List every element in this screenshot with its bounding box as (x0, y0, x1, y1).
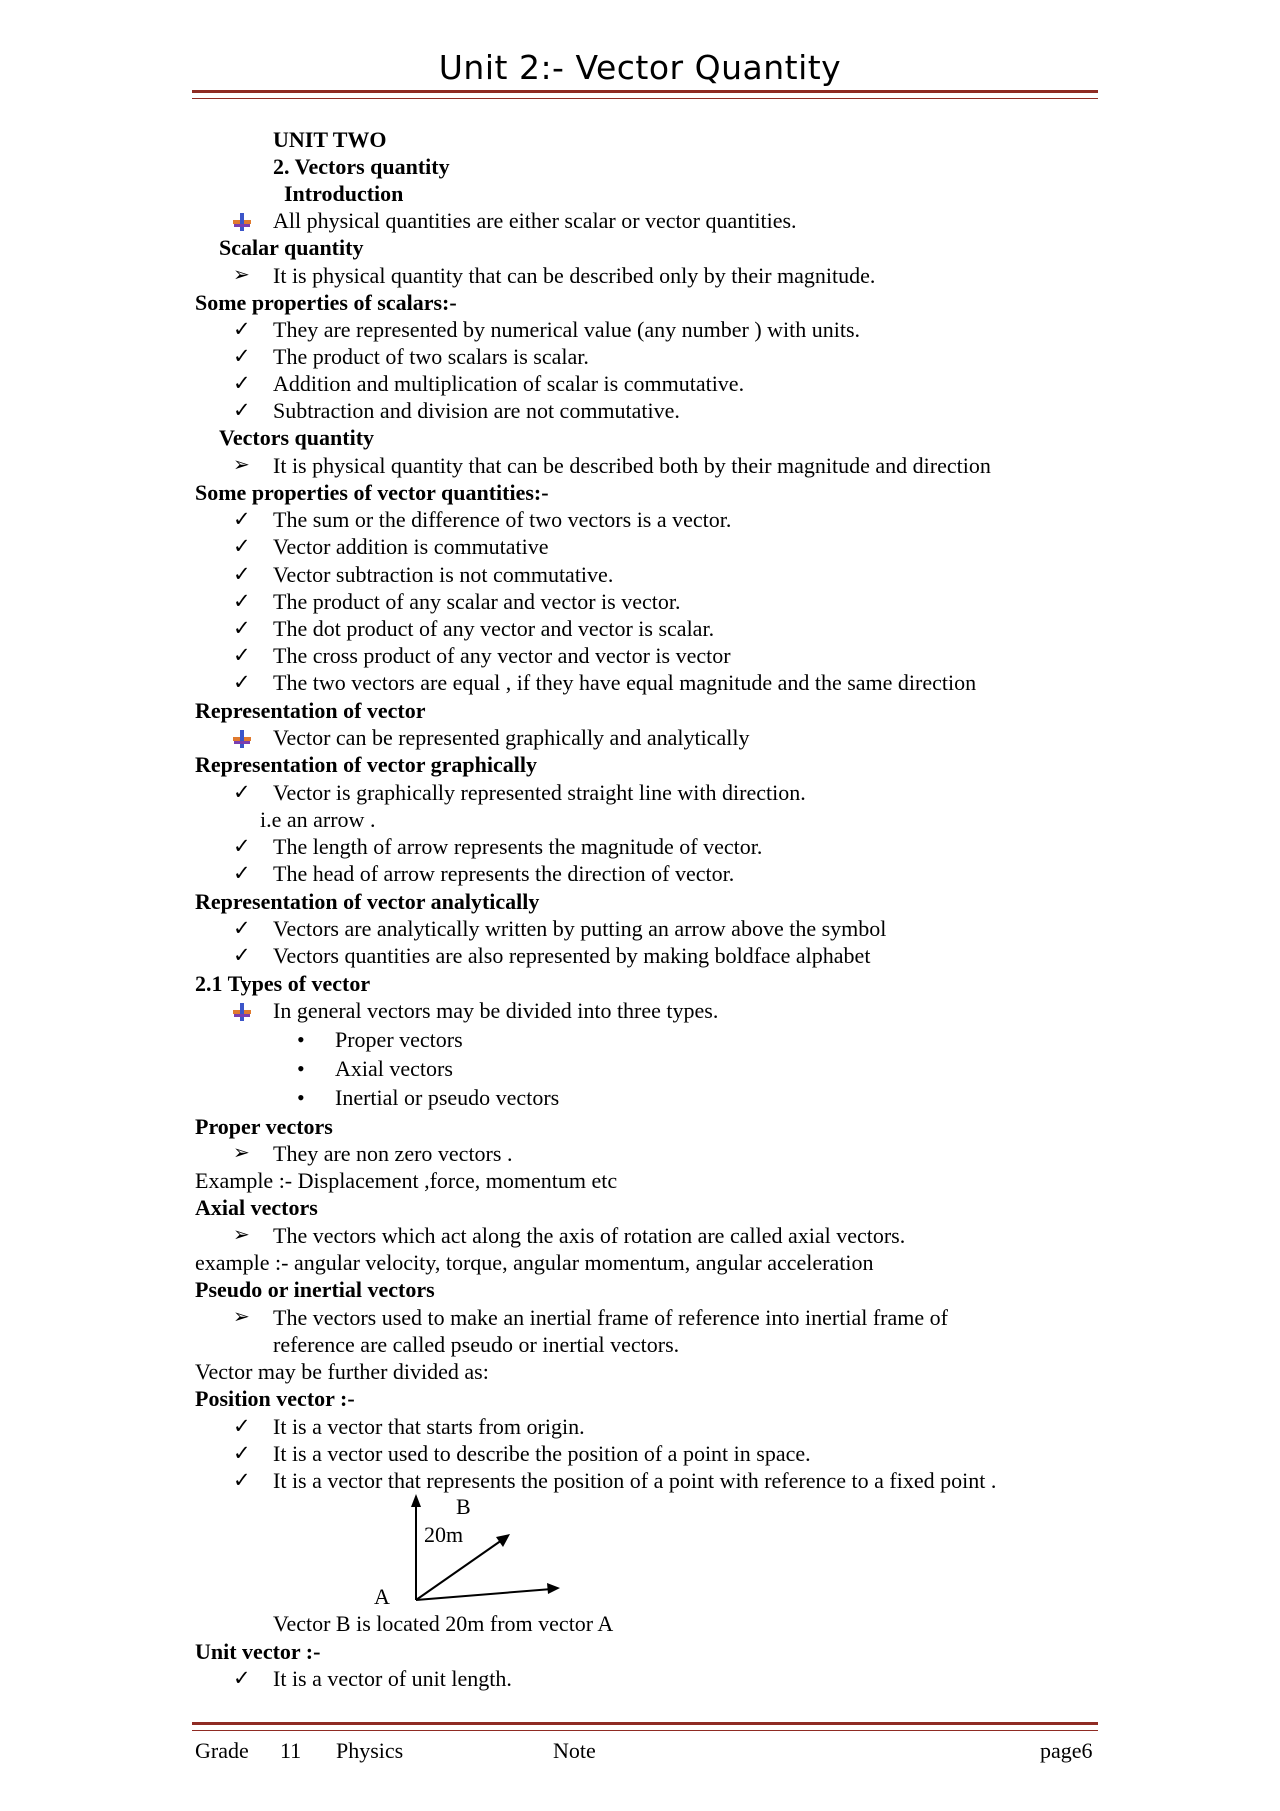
line-text: Proper vectors (195, 1114, 333, 1139)
line-text: It is a vector that starts from origin. (273, 1414, 585, 1439)
cross-bullet-icon (231, 728, 253, 748)
footer-page-number: page6 (1040, 1738, 1093, 1763)
line-text: In general vectors may be divided into three types. (273, 998, 719, 1023)
checkmark-icon: ✓ (233, 344, 251, 368)
line-text: Addition and multiplication of scalar is commutative. (273, 371, 745, 396)
footer-note: Note (553, 1738, 596, 1763)
checkmark-icon: ✓ (233, 1666, 251, 1690)
line-text: Vectors quantities are also represented by making boldface alphabet (273, 943, 871, 968)
line-text: Vector addition is commutative (273, 534, 549, 559)
checkmark-icon: ✓ (233, 589, 251, 613)
checkmark-icon: ✓ (233, 861, 251, 885)
line-text: Position vector :- (195, 1386, 355, 1411)
dot-bullet-icon: • (297, 1027, 305, 1052)
line-text: Representation of vector graphically (195, 752, 537, 777)
line-text: The cross product of any vector and vector is vector (273, 643, 731, 668)
footer-rule (192, 1722, 1098, 1731)
line-text: Scalar quantity (219, 235, 364, 260)
line-text: The dot product of any vector and vector is scalar. (273, 616, 715, 641)
line-text: It is physical quantity that can be described both by their magnitude and direction (273, 453, 991, 478)
checkmark-icon: ✓ (233, 398, 251, 422)
checkmark-icon: ✓ (233, 616, 251, 640)
line-text: Vector subtraction is not commutative. (273, 562, 614, 587)
page-header-title: Unit 2:- Vector Quantity (438, 48, 842, 87)
line-text: Vector is graphically represented straight line with direction. (273, 780, 806, 805)
checkmark-icon: ✓ (233, 780, 251, 804)
dot-bullet-icon: • (297, 1085, 305, 1110)
checkmark-icon: ✓ (233, 507, 251, 531)
checkmark-icon: ✓ (233, 943, 251, 967)
line-text: i.e an arrow . (260, 807, 376, 832)
line-text: example :- angular velocity, torque, angular momentum, angular acceleration (195, 1250, 874, 1275)
line-text: The head of arrow represents the direction of vector. (273, 861, 735, 886)
arrowhead-bullet-icon: ➢ (233, 264, 250, 286)
cross-bullet-icon (231, 211, 253, 231)
line-text: All physical quantities are either scalar or vector quantities. (273, 208, 797, 233)
line-text: 2. Vectors quantity (273, 154, 450, 179)
line-text: The product of any scalar and vector is vector. (273, 589, 681, 614)
line-text: It is a vector used to describe the position of a point in space. (273, 1441, 811, 1466)
line-text: Vectors quantity (219, 425, 375, 450)
arrowhead-bullet-icon: ➢ (233, 1224, 250, 1246)
checkmark-icon: ✓ (233, 1468, 251, 1492)
line-text: Vector B is located 20m from vector A (273, 1611, 614, 1636)
checkmark-icon: ✓ (233, 562, 251, 586)
line-text: Unit vector :- (195, 1639, 321, 1664)
line-text: They are non zero vectors . (273, 1141, 513, 1166)
line-text: The length of arrow represents the magnitude of vector. (273, 834, 763, 859)
header-rule (192, 90, 1098, 99)
line-text: Vector can be represented graphically and analytically (273, 725, 750, 750)
line-text: Some properties of scalars:- (195, 290, 457, 315)
line-text: They are represented by numerical value (any number ) with units. (273, 317, 861, 342)
line-text: Representation of vector (195, 698, 426, 723)
line-text: Inertial or pseudo vectors (335, 1085, 560, 1110)
line-text: The two vectors are equal , if they have equal magnitude and the same direction (273, 670, 977, 695)
position-vector-arrowhead (496, 1534, 510, 1547)
horizontal-axis (416, 1589, 552, 1600)
line-text: reference are called pseudo or inertial vectors. (273, 1332, 680, 1357)
arrowhead-bullet-icon: ➢ (233, 1142, 250, 1164)
line-text: Vectors are analytically written by putting an arrow above the symbol (273, 916, 887, 941)
checkmark-icon: ✓ (233, 834, 251, 858)
magnitude-label: 20m (424, 1522, 464, 1547)
footer-grade-number: 11 (280, 1738, 302, 1763)
checkmark-icon: ✓ (233, 371, 251, 395)
line-text: Vector may be further divided as: (195, 1359, 489, 1384)
point-b-label: B (456, 1494, 471, 1519)
line-text: It is physical quantity that can be described only by their magnitude. (273, 263, 876, 288)
line-text: UNIT TWO (273, 127, 387, 152)
line-text: 2.1 Types of vector (195, 971, 371, 996)
cross-bullet-icon (231, 1001, 253, 1021)
checkmark-icon: ✓ (233, 317, 251, 341)
footer-subject: Physics (336, 1738, 404, 1763)
line-text: Introduction (284, 181, 404, 206)
position-vector-arrow (416, 1540, 502, 1600)
line-text: Example :- Displacement ,force, momentum etc (195, 1168, 618, 1193)
position-vector-diagram (360, 1490, 580, 1605)
line-text: The vectors used to make an inertial frame of reference into inertial frame of (273, 1305, 948, 1330)
arrowhead-bullet-icon: ➢ (233, 1306, 250, 1328)
point-a-label: A (374, 1584, 390, 1605)
checkmark-icon: ✓ (233, 534, 251, 558)
dot-bullet-icon: • (297, 1056, 305, 1081)
footer-grade: Grade (195, 1738, 249, 1763)
line-text: Axial vectors (335, 1056, 453, 1081)
horizontal-axis-arrowhead (547, 1583, 560, 1594)
checkmark-icon: ✓ (233, 1414, 251, 1438)
line-text: Pseudo or inertial vectors (195, 1277, 435, 1302)
line-text: It is a vector of unit length. (273, 1666, 512, 1691)
line-text: The sum or the difference of two vectors is a vector. (273, 507, 732, 532)
line-text: Axial vectors (195, 1195, 318, 1220)
line-text: Proper vectors (335, 1027, 463, 1052)
checkmark-icon: ✓ (233, 670, 251, 694)
line-text: The vectors which act along the axis of rotation are called axial vectors. (273, 1223, 906, 1248)
vertical-axis-arrowhead (411, 1494, 421, 1507)
line-text: It is a vector that represents the position of a point with reference to a fixed point . (273, 1468, 997, 1493)
line-text: Representation of vector analytically (195, 889, 540, 914)
checkmark-icon: ✓ (233, 1441, 251, 1465)
line-text: The product of two scalars is scalar. (273, 344, 589, 369)
line-text: Some properties of vector quantities:- (195, 480, 549, 505)
arrowhead-bullet-icon: ➢ (233, 454, 250, 476)
checkmark-icon: ✓ (233, 916, 251, 940)
line-text: Subtraction and division are not commutative. (273, 398, 680, 423)
checkmark-icon: ✓ (233, 643, 251, 667)
